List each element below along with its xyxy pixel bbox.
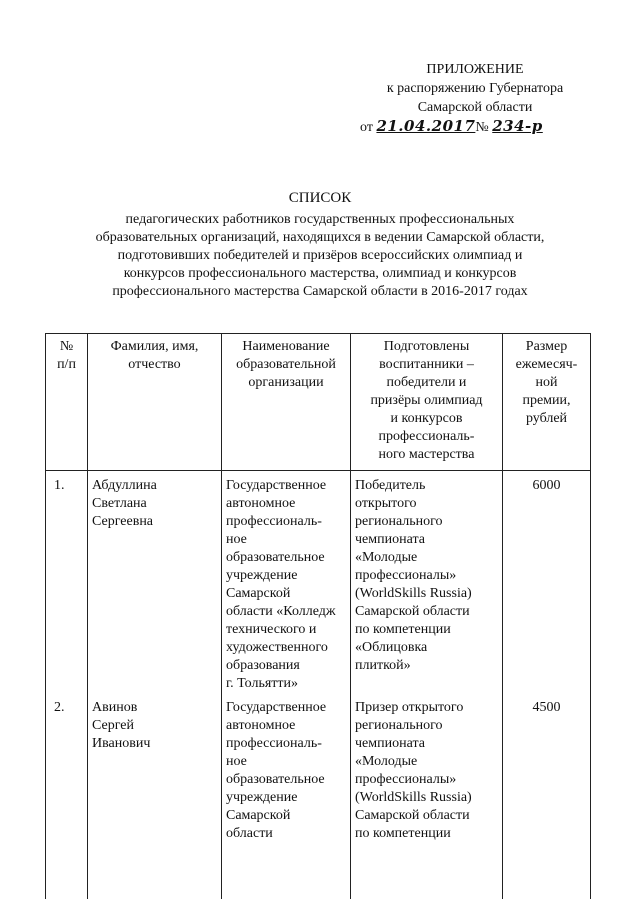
staff-table <box>45 333 591 899</box>
handwritten-number: 234-р <box>492 117 543 135</box>
document-title-block <box>0 190 640 301</box>
col-header-num: № п/п <box>46 334 88 471</box>
number-label: № <box>475 120 489 135</box>
from-label: от <box>360 120 373 135</box>
row-prepared: Призер открытого регионального чемпионата «Молодые профессионалы» (WorldSkills Russia) Самарской области по компетенции <box>351 693 503 899</box>
row-name: Абдуллина Светлана Сергеевна <box>88 471 222 694</box>
col-header-prepared: Подготовлены воспитанники – победители и призёры олимпиад и конкурсов профессиональ- ного мастерства <box>351 334 503 471</box>
table-row <box>46 693 591 899</box>
date-number-line <box>340 117 610 137</box>
document-subtitle: педагогических работников государственных профессиональных образовательных организаций, находящихся в ведении Самарской области, подготовивших победителей и призёров всероссийских олимпиад и конкурсов профессионального мастерства, олимпиад и конкурсов профессионального мастерства Самарской области в 2016-2017 годах <box>95 212 545 299</box>
col-header-bonus: Размер ежемесяч- ной премии, рублей <box>503 334 591 471</box>
row-bonus: 4500 <box>503 693 591 899</box>
table-header-row <box>46 334 591 471</box>
row-num: 2. <box>46 693 88 899</box>
row-bonus: 6000 <box>503 471 591 694</box>
row-num: 1. <box>46 471 88 694</box>
appendix-title: ПРИЛОЖЕНИЕ <box>426 62 524 77</box>
row-org: Государственное автономное профессиональ- ное образовательное учреждение Самарской области «Колледж технического и художественного образования г. Тольятти» <box>222 471 351 694</box>
col-header-org: Наименование образовательной организации <box>222 334 351 471</box>
appendix-line-2: к распоряжению Губернатора <box>386 81 564 96</box>
table-row <box>46 471 591 694</box>
appendix-header <box>340 60 610 137</box>
row-org: Государственное автономное профессиональ- ное образовательное учреждение Самарской области <box>222 693 351 899</box>
handwritten-date: 21.04.2017 <box>376 117 476 135</box>
row-prepared: Победитель открытого регионального чемпионата «Молодые профессионалы» (WorldSkills Russia) Самарской области по компетенции «Облицовка плиткой» <box>351 471 503 694</box>
appendix-line-3: Самарской области <box>417 100 533 115</box>
row-name: Авинов Сергей Иванович <box>88 693 222 899</box>
col-header-name: Фамилия, имя, отчество <box>88 334 222 471</box>
document-title: СПИСОК <box>288 190 352 206</box>
